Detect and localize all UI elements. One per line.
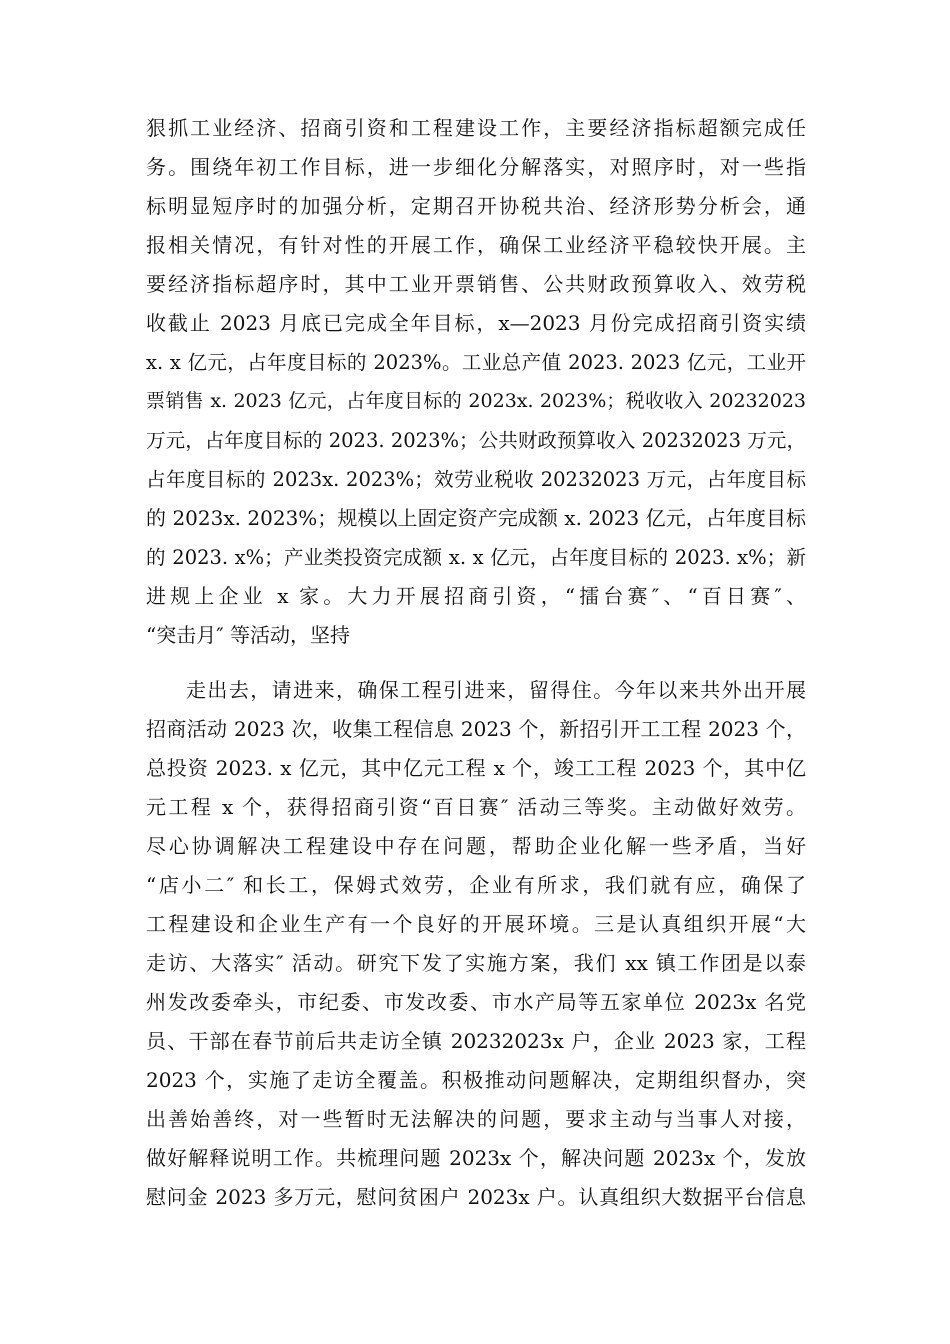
text-line: x. x 亿元，占年度目标的 2023%。工业总产值 2023. 2023 亿元，工业开 [146,351,806,374]
paragraph-1 [146,109,806,655]
text-line: 收截止 2023 月底已完成全年目标，x—2023 月份完成招商引资实绩 [146,311,806,335]
text-line: “店小二″ 和长工，保姆式效劳，企业有所求，我们就有应，确保了 [146,873,806,897]
text-line: 走访、大落实″ 活动。研究下发了实施方案，我们 xx 镇工作团是以泰 [146,951,806,975]
text-line: 总投资 2023. x 亿元，其中亿元工程 x 个，竣工工程 2023 个，其中亿 [146,756,806,780]
text-line: 工程建设和企业生产有一个良好的开展环境。三是认真组织开展“大 [146,912,806,936]
text-line: 报相关情况，有针对性的开展工作，确保工业经济平稳较快开展。主 [146,233,806,257]
text-line: 狠抓工业经济、招商引资和工程建设工作，主要经济指标超额完成任 [146,116,806,140]
text-line: 走出去，请进来，确保工程引进来，留得住。今年以来共外出开展 [186,678,806,702]
text-line: 的 2023. x%；产业类投资完成额 x. x 亿元，占年度目标的 2023. x%；新 [146,546,806,569]
text-line: 标明显短序时的加强分析，定期召开协税共治、经济形势分析会，通 [146,194,806,218]
text-line: “突击月″ 等活动，坚持 [146,623,351,647]
text-line: 万元，占年度目标的 2023. 2023%；公共财政预算收入 20232023 万元， [146,429,806,452]
text-line: 招商活动 2023 次，收集工程信息 2023 个，新招引开工工程 2023 个， [146,717,806,741]
text-line: 员、干部在春节前后共走访全镇 20232023x 户，企业 2023 家，工程 [146,1029,806,1053]
text-line: 务。围绕年初工作目标，进一步细化分解落实，对照序时，对一些指 [146,155,806,179]
text-line: 尽心协调解决工程建设中存在问题，帮助企业化解一些矛盾，当好 [146,834,806,858]
paragraph-2 [146,671,806,1217]
text-line: 要经济指标超序时，其中工业开票销售、公共财政预算收入、效劳税 [146,272,806,296]
text-line: 慰问金 2023 多万元，慰问贫困户 2023x 户。认真组织大数据平台信息 [146,1185,806,1209]
text-line: 票销售 x. 2023 亿元，占年度目标的 2023x. 2023%；税收收入 20232023 [146,390,806,412]
text-line: 占年度目标的 2023x. 2023%；效劳业税收 20232023 万元，占年度目标 [146,468,806,491]
text-line: 州发改委牵头，市纪委、市发改委、市水产局等五家单位 2023x 名党 [146,990,806,1014]
text-line: 出善始善终，对一些暂时无法解决的问题，要求主动与当事人对接， [146,1107,806,1131]
text-line: 元工程 x 个，获得招商引资“百日赛″ 活动三等奖。主动做好效劳。 [146,795,806,819]
text-line: 2023 个，实施了走访全覆盖。积极推动问题解决，定期组织督办，突 [146,1068,806,1092]
text-line: 进规上企业 x 家。大力开展招商引资，“擂台赛″、“百日赛″、 [146,584,806,608]
text-line: 的 2023x. 2023%；规模以上固定资产完成额 x. 2023 亿元，占年度目标 [146,506,806,530]
text-line: 做好解释说明工作。共梳理问题 2023x 个，解决问题 2023x 个，发放 [146,1146,806,1170]
